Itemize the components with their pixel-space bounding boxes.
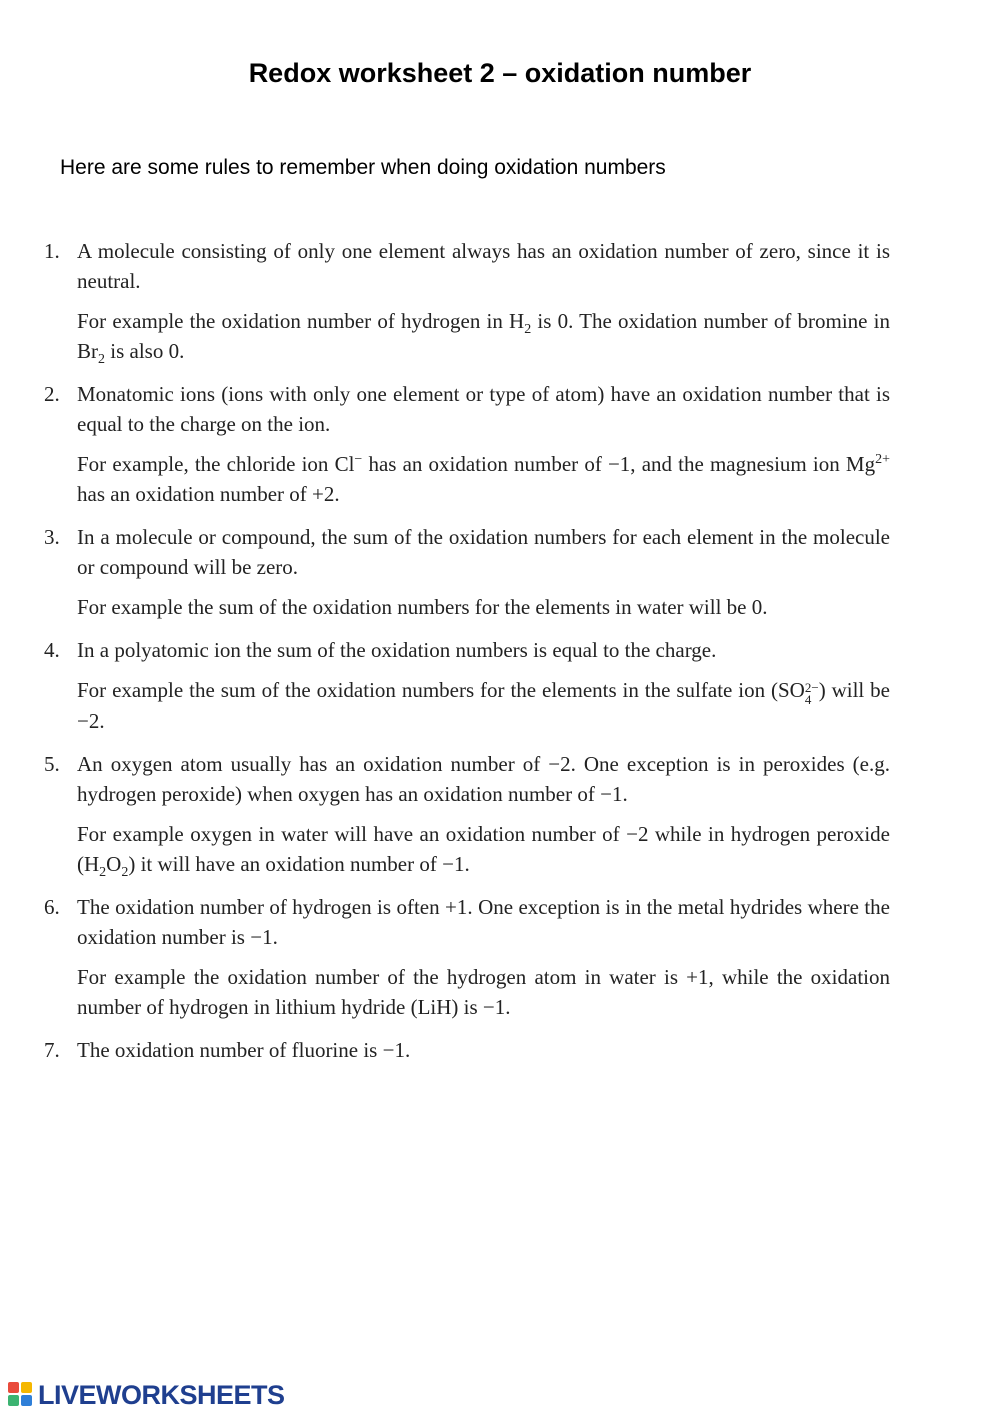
rule-item <box>44 749 890 879</box>
intro-text: Here are some rules to remember when doing oxidation numbers <box>60 156 666 179</box>
rule-example: For example the sum of the oxidation numbers for the elements in the sulfate ion (SO 2− 4 ) will be −2. <box>77 678 890 733</box>
rule-example: For example oxygen in water will have an oxidation number of −2 while in hydrogen peroxide $(H_2O_2)$ it will have an oxidation number of −1. <box>77 822 890 881</box>
rule-text: The oxidation number of fluorine is −1. <box>77 1038 411 1062</box>
rule-item <box>44 1035 890 1065</box>
rule-number: 5. <box>44 752 60 776</box>
page-title: Redox worksheet 2 – oxidation number <box>248 58 752 88</box>
rule-item <box>44 892 890 1022</box>
rule-number: 2. <box>44 382 60 406</box>
rule-number: 1. <box>44 239 60 263</box>
rule-item <box>44 635 890 736</box>
logo-text: LIVEWORKSHEETS <box>38 1379 285 1410</box>
rule-text: The oxidation number of hydrogen is often +1. One exception is in the metal hydrides where the oxidation number is −1. <box>77 895 890 949</box>
sulfate-charge: 2− 4 <box>804 680 819 707</box>
rule-number: 7. <box>44 1038 60 1062</box>
rule-text: In a polyatomic ion the sum of the oxidation numbers is equal to the charge. <box>77 638 717 662</box>
rule-example: For example the sum of the oxidation numbers for the elements in water will be 0. <box>77 595 768 619</box>
rule-example: For example the oxidation number of hydrogen in $H_2$ is 0. The oxidation number of bromine in $Br_2$ is also 0. <box>77 309 890 368</box>
rule-example: For example the oxidation number of the hydrogen atom in water is +1, while the oxidation number of hydrogen in lithium hydride (LiH) is −1. <box>77 965 890 1019</box>
rule-number: 3. <box>44 525 60 549</box>
rule-item <box>44 379 890 509</box>
logo-grid-icon <box>8 1382 34 1408</box>
rule-text: A molecule consisting of only one element always has an oxidation number of zero, since it is neutral. <box>77 239 890 293</box>
rule-item <box>44 522 890 622</box>
rule-text: Monatomic ions (ions with only one element or type of atom) have an oxidation number that is equal to the charge on the ion. <box>77 382 890 436</box>
rule-example: For example, the chloride ion Cl− has an oxidation number of −1, and the magnesium ion $Mg^{2+}$ has an oxidation number of +2. <box>77 452 890 506</box>
rules-list <box>44 236 890 1078</box>
rule-text: An oxygen atom usually has an oxidation number of −2. One exception is in peroxides (e.g. hydrogen peroxide) when oxygen has an oxidation number of −1. <box>77 752 890 806</box>
liveworksheets-logo[interactable] <box>8 1378 285 1412</box>
rule-number: 6. <box>44 895 60 919</box>
rule-text: In a molecule or compound, the sum of the oxidation numbers for each element in the molecule or compound will be zero. <box>77 525 890 579</box>
rule-number: 4. <box>44 638 60 662</box>
rule-item <box>44 236 890 366</box>
